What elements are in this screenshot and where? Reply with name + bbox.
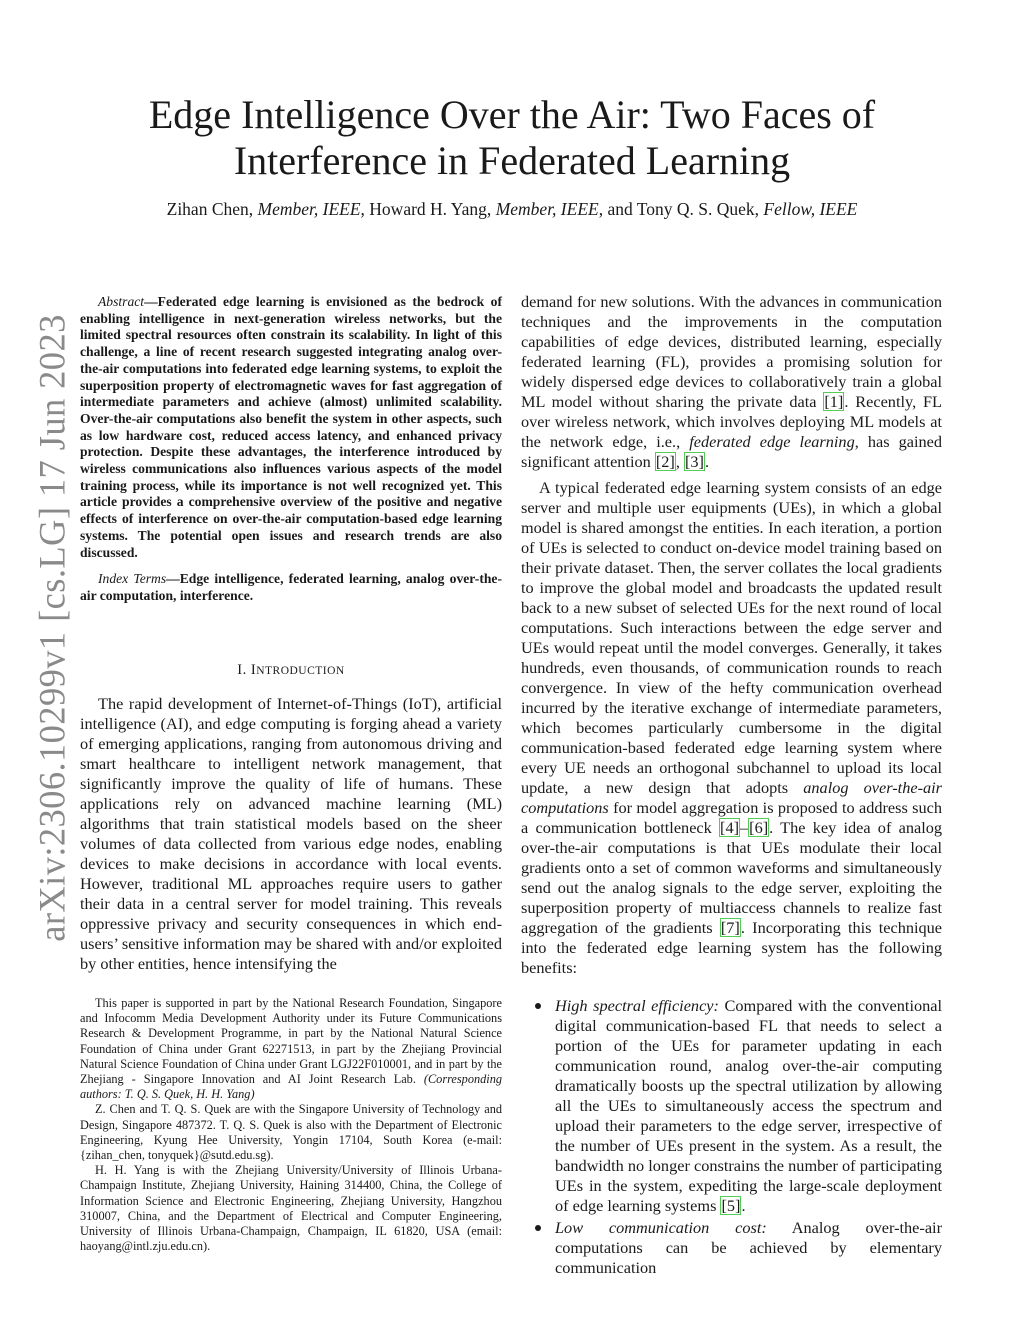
list-item (521, 996, 942, 1216)
section-number: I. (237, 662, 251, 678)
text-run: , has gained significant attention (521, 432, 942, 471)
text-run: . (704, 452, 710, 471)
list-item (521, 1218, 942, 1278)
author-2-role: Member, IEEE (495, 199, 599, 219)
text-run: . Incorporating this technique into the federated edge learning system has the following benefits: (521, 918, 943, 977)
bullet-text: Analog over-the-air computations can be achieved by elementary communication (555, 1218, 942, 1277)
section-title-initial: I (250, 662, 257, 678)
abstract-block (80, 294, 502, 605)
citation-link-5[interactable]: [5] (721, 1196, 741, 1215)
benefits-list (521, 996, 942, 1278)
citation-link-7[interactable]: [7] (720, 918, 740, 937)
abstract-paragraph (80, 294, 502, 561)
index-terms-paragraph (80, 571, 502, 604)
text-run: demand for new solutions. With the advances in communication techniques and the improvements in the computation capabilities of edge devices, distributed learning, especially federated learning (FL), provides a promising solution for widely dispersed edge devices to collaboratively train a global ML model without sharing the private data (521, 292, 942, 411)
footnote-funding-text: This paper is supported in part by the National Research Foundation, Singapore and Infocomm Media Development Authority under its Future Communications Research & Development Programme, in part by the National Natural Science Foundation of China under Grant 62271513, in part by the Zhejiang Provincial Natural Science Foundation of China under Grant LGJ22F010001, and in part by the Zhejiang - Singapore Innovation and AI Joint Research Lab. (80, 996, 502, 1087)
emphasis-federated-edge-learning: federated edge learning (689, 432, 855, 451)
right-paragraph-2 (521, 478, 942, 978)
footnotes (80, 996, 502, 1254)
citation-link-1[interactable]: [1] (824, 392, 844, 411)
index-terms-label: Index Terms (98, 571, 167, 587)
text-run: . (741, 1196, 746, 1215)
author-3-name: , and Tony Q. S. Quek, (598, 199, 764, 219)
intro-paragraph: The rapid development of Internet-of-Things (IoT), artificial intelligence (AI), and edge computing is forging ahead a variety of emerging applications, ranging from autonomous driving and smart healthcare to intelligent network management, that significantly improve the quality of life of humans. These applications rely on advanced machine learning (ML) algorithms that train statistical models based on the sheer volumes of data collected from various edge nodes, enabling devices to make decisions in accordance with local events. However, traditional ML approaches require users to gather their data in a central server for model training. This reveals oppressive privacy and security consequences in which end-users’ sensitive information may be shared with and/or exploited by other entities, hence intensifying the (80, 694, 502, 973)
introduction-body (80, 694, 502, 974)
right-paragraph-1 (521, 292, 942, 472)
paper-title (120, 92, 904, 184)
bullet-icon (535, 1003, 541, 1009)
footnote-affiliation-yang: H. H. Yang is with the Zhejiang University/University of Illinois Urbana-Champaign Institute, Zhejiang University, Haining 314400, China, the College of Information Science and Electronic Engineering, Zhejiang University, Hangzhou 310007, China, and the Department of Electrical and Computer Engineering, University of Illinois Urbana-Champaign, Champaign, IL 61820, USA (email: haoyang@intl.zju.edu.cn). (80, 1163, 502, 1254)
author-2-name: , Howard H. Yang, (360, 199, 496, 219)
bullet-title: High spectral efficiency: (555, 996, 719, 1015)
text-run: – (740, 818, 749, 837)
author-list (100, 198, 924, 220)
bullet-icon (535, 1225, 541, 1231)
index-terms-text: —Edge intelligence, federated learning, analog over-the-air computation, interference. (80, 571, 502, 603)
text-run: , (675, 452, 684, 471)
bullet-text: Compared with the conventional digital communication-based FL that needs to select a portion of the UEs for parameter updating in each communication round, analog over-the-air computing dramatically boosts up the spectral utilization by allowing all the UEs to simultaneously access the spectrum and upload their parameters to the edge server, irrespective of the number of UEs present in the system. As a result, the bandwidth no longer constrains the number of participating UEs in the system, expediting the large-scale deployment of edge learning systems (555, 996, 942, 1215)
author-1-role: Member, IEEE (257, 199, 361, 219)
text-run: . Recently, FL over wireless network, which involves deploying ML models at the network edge, i.e., (521, 392, 942, 451)
section-heading-introduction (80, 662, 502, 679)
text-run: . The key idea of analog over-the-air computations is that UEs modulate their local gradients onto a set of common waveforms and simultaneously send out the analog signals to the edge server, exploiting the superposition property of multiaccess channels to realize fast aggregation of the gradients (521, 818, 942, 937)
section-title-rest: NTRODUCTION (256, 665, 345, 677)
citation-link-6[interactable]: [6] (749, 818, 769, 837)
emphasis-analog-over-the-air: analog over-the-air computations (521, 778, 942, 817)
abstract-label: Abstract (98, 294, 145, 309)
footnote-corresponding: (Corresponding authors: T. Q. S. Quek, H. H. Yang) (80, 1072, 502, 1102)
title-line-2: Interference in Federated Learning (233, 138, 791, 183)
title-line-1: Edge Intelligence Over the Air: Two Faces of (148, 92, 876, 137)
citation-link-3[interactable]: [3] (684, 452, 704, 471)
author-1-name: Zihan Chen, (166, 199, 258, 219)
arxiv-identifier-stamp: arXiv:2306.10299v1 [cs.LG] 17 Jun 2023 (31, 314, 73, 942)
citation-link-2[interactable]: [2] (655, 452, 675, 471)
footnote-funding (80, 996, 502, 1102)
text-run: for model aggregation is proposed to address such a communication bottleneck (521, 798, 942, 837)
abstract-text: —Federated edge learning is envisioned as the bedrock of enabling intelligence in next-generation wireless networks, but the limited spectral resources often constrain its scalability. In light of this challenge, a line of recent research suggested integrating analog over-the-air computations into federated edge learning systems, to exploit the superposition property of electromagnetic waves for fast aggregation of intermediate parameters and achieve (almost) unlimited scalability. Over-the-air computations also benefit the system in other aspects, such as low hardware cost, reduced access latency, and enhanced privacy protection. Despite these advantages, the interference introduced by wireless communications also influences various aspects of the model training process, while its importance is not well recognized yet. This article provides a comprehensive overview of the positive and negative effects of interference on over-the-air computation-based edge learning systems. The potential open issues and research trends are also discussed. (80, 294, 502, 560)
citation-link-4[interactable]: [4] (720, 818, 740, 837)
right-column-body (521, 292, 942, 1278)
author-3-role: Fellow, IEEE (763, 199, 858, 219)
bullet-title: Low communication cost: (555, 1218, 767, 1237)
text-run: A typical federated edge learning system consists of an edge server and multiple user equipments (UEs), in which a global model is shared amongst the entities. In each iteration, a portion of UEs is selected to conduct on-device model training based on their private dataset. Then, the server collates the local gradients to improve the global model and broadcasts the updated result back to a new subset of selected UEs for the next round of local computations. Such interactions between the edge server and UEs would repeat until the model converges. Generally, it takes hundreds, even thousands, of communication rounds to reach convergence. In view of the hefty communication overhead incurred by the iterative exchange of intermediate parameters, which becomes particularly cumbersome in the digital communication-based federated edge learning system where every UE needs an orthogonal subchannel to upload its local update, a new design that adopts (521, 478, 942, 797)
footnote-affiliation-chen-quek: Z. Chen and T. Q. S. Quek are with the Singapore University of Technology and Design, Singapore 487372. T. Q. S. Quek is also with the Department of Electronic Engineering, Kyung Hee University, Yongin 17104, South Korea (e-mail: {zihan_chen, tonyquek}@sutd.edu.sg). (80, 1102, 502, 1163)
